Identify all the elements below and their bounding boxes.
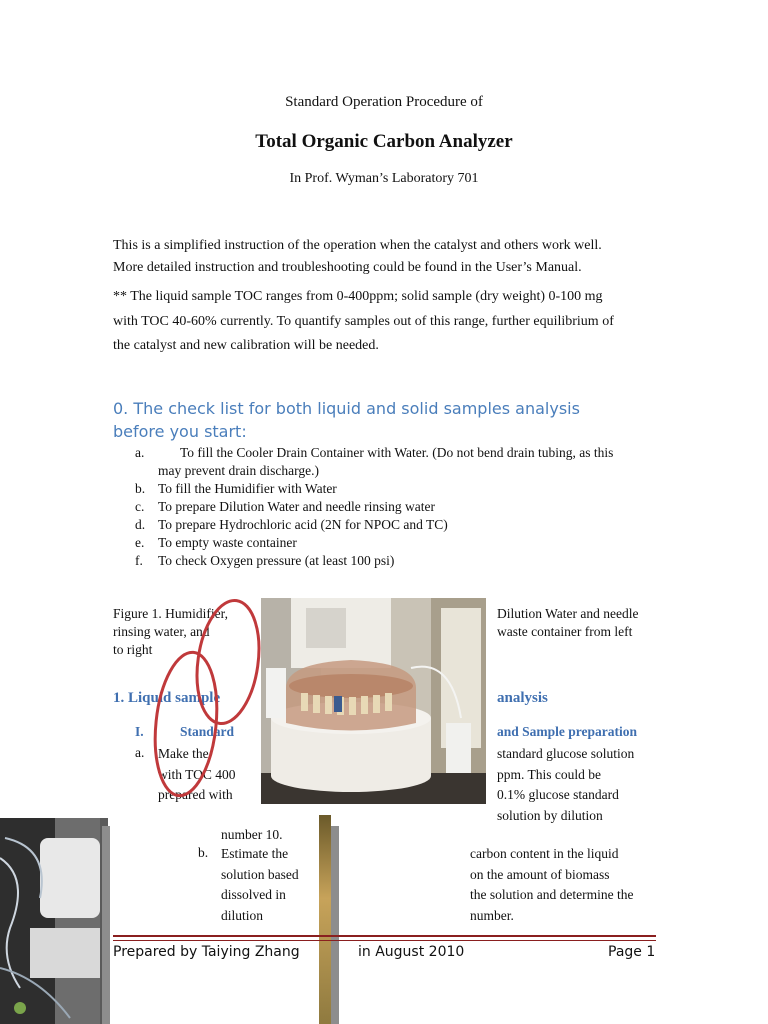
- intro-paragraph-2: [113, 285, 658, 359]
- item-a-right-line1: standard glucose solution: [497, 746, 635, 761]
- item-b-right-line2: on the amount of biomass: [470, 866, 610, 882]
- list-item-text: To prepare Dilution Water and needle rinsing water: [158, 499, 435, 514]
- item-b-left-line2: solution based: [221, 866, 299, 882]
- list-item-label: f.: [135, 553, 143, 568]
- list-item-text: To prepare Hydrochloric acid (2N for NPOC and TC): [158, 517, 448, 532]
- intro-p2-line3: the catalyst and new calibration will be needed.: [113, 338, 379, 353]
- equipment-photo-fragment: [0, 818, 108, 1024]
- subsection-title-left: Standard: [180, 724, 235, 739]
- item-a-left-line1: Make the: [158, 746, 209, 761]
- section-1-heading-left: 1. Liquid sample: [113, 690, 221, 706]
- figure-caption-left-line1: Figure 1. Humidifier,: [113, 606, 228, 621]
- doc-line1: Standard Operation Procedure of: [285, 94, 483, 110]
- doc-subtitle: In Prof. Wyman’s Laboratory 701: [289, 171, 479, 186]
- intro-p1-line2: More detailed instruction and troubleshooting could be found in the User’s Manual.: [113, 259, 582, 275]
- wood-strip: [319, 815, 331, 1024]
- equipment-illustration: [0, 818, 108, 1024]
- subsection-title-right: and Sample preparation: [497, 724, 638, 739]
- intro-p2-line2: with TOC 40-60% currently. To quantify samples out of this range, further equilibrium of: [113, 313, 614, 329]
- intro-p2-line1: ** The liquid sample TOC ranges from 0-400ppm; solid sample (dry weight) 0-100 mg: [113, 289, 603, 304]
- figure-caption-right-line1: Dilution Water and needle: [497, 606, 639, 621]
- item-a-label: a.: [135, 745, 145, 760]
- list-item-label: a.: [135, 445, 145, 460]
- analyzer-photo: [261, 598, 486, 804]
- subsection-number: I.: [135, 724, 144, 739]
- footer-rule-bottom: [113, 940, 656, 941]
- item-b-label: b.: [198, 845, 209, 860]
- list-item: [135, 444, 675, 480]
- figure-caption-left-line3: to right: [113, 642, 153, 657]
- footer-author: Prepared by Taiying Zhang: [113, 944, 300, 960]
- list-item-text: To check Oxygen pressure (at least 100 psi): [158, 553, 395, 568]
- section-0-heading-line1: 0. The check list for both liquid and solid samples analysis: [113, 399, 580, 418]
- section-0-heading: [113, 397, 663, 443]
- figure-caption-right-line2: waste container from left: [497, 624, 633, 639]
- item-a-continuation: number 10.: [221, 827, 283, 842]
- list-item-label: e.: [135, 535, 145, 550]
- list-item-text-cont: may prevent drain discharge.): [158, 463, 319, 478]
- item-a-right: [497, 744, 667, 826]
- item-b-left-line1: Estimate the: [221, 846, 289, 861]
- item-b-right-line3: the solution and determine the: [470, 887, 634, 902]
- list-item-text: To empty waste container: [158, 535, 297, 550]
- list-item-text: To fill the Cooler Drain Container with Water. (Do not bend drain tubing, as this: [180, 445, 614, 460]
- list-item-label: b.: [135, 481, 146, 496]
- list-item-text: To fill the Humidifier with Water: [158, 481, 337, 496]
- item-b-left-line3: dissolved in: [221, 887, 286, 902]
- analyzer-illustration: [261, 598, 486, 804]
- item-b-left: [221, 844, 321, 926]
- doc-title: Total Organic Carbon Analyzer: [255, 131, 513, 152]
- figure-caption-right: [497, 605, 667, 641]
- intro-p1-line1: This is a simplified instruction of the operation when the catalyst and others work well.: [113, 238, 602, 253]
- section-0-heading-line2: before you start:: [113, 422, 247, 441]
- item-b-right: [470, 844, 660, 926]
- item-a-left-line2: with TOC 400: [158, 766, 236, 782]
- list-item-label: c.: [135, 499, 145, 514]
- red-annotation-circles: [140, 590, 270, 830]
- checklist: [135, 444, 675, 574]
- item-a-right-line4: solution by dilution: [497, 807, 603, 823]
- footer-page-number: Page 1: [608, 944, 656, 960]
- section-1-heading-right: analysis: [497, 690, 548, 706]
- item-a-right-line3: 0.1% glucose standard: [497, 787, 619, 802]
- item-a-right-line2: ppm. This could be: [497, 766, 601, 782]
- item-b-right-line1: carbon content in the liquid: [470, 846, 619, 861]
- list-item-label: d.: [135, 517, 146, 532]
- intro-paragraph-1: [113, 234, 658, 280]
- item-b-right-line4: number.: [470, 907, 514, 923]
- footer-date: in August 2010: [358, 944, 465, 960]
- item-b-left-line4: dilution: [221, 907, 264, 923]
- gray-divider-bar: [331, 826, 339, 1024]
- footer-rule-top: [113, 935, 656, 937]
- item-a-left-line3: prepared with: [158, 787, 233, 802]
- gray-divider-bar: [102, 826, 110, 1024]
- figure-caption-left-line2: rinsing water, and: [113, 624, 210, 639]
